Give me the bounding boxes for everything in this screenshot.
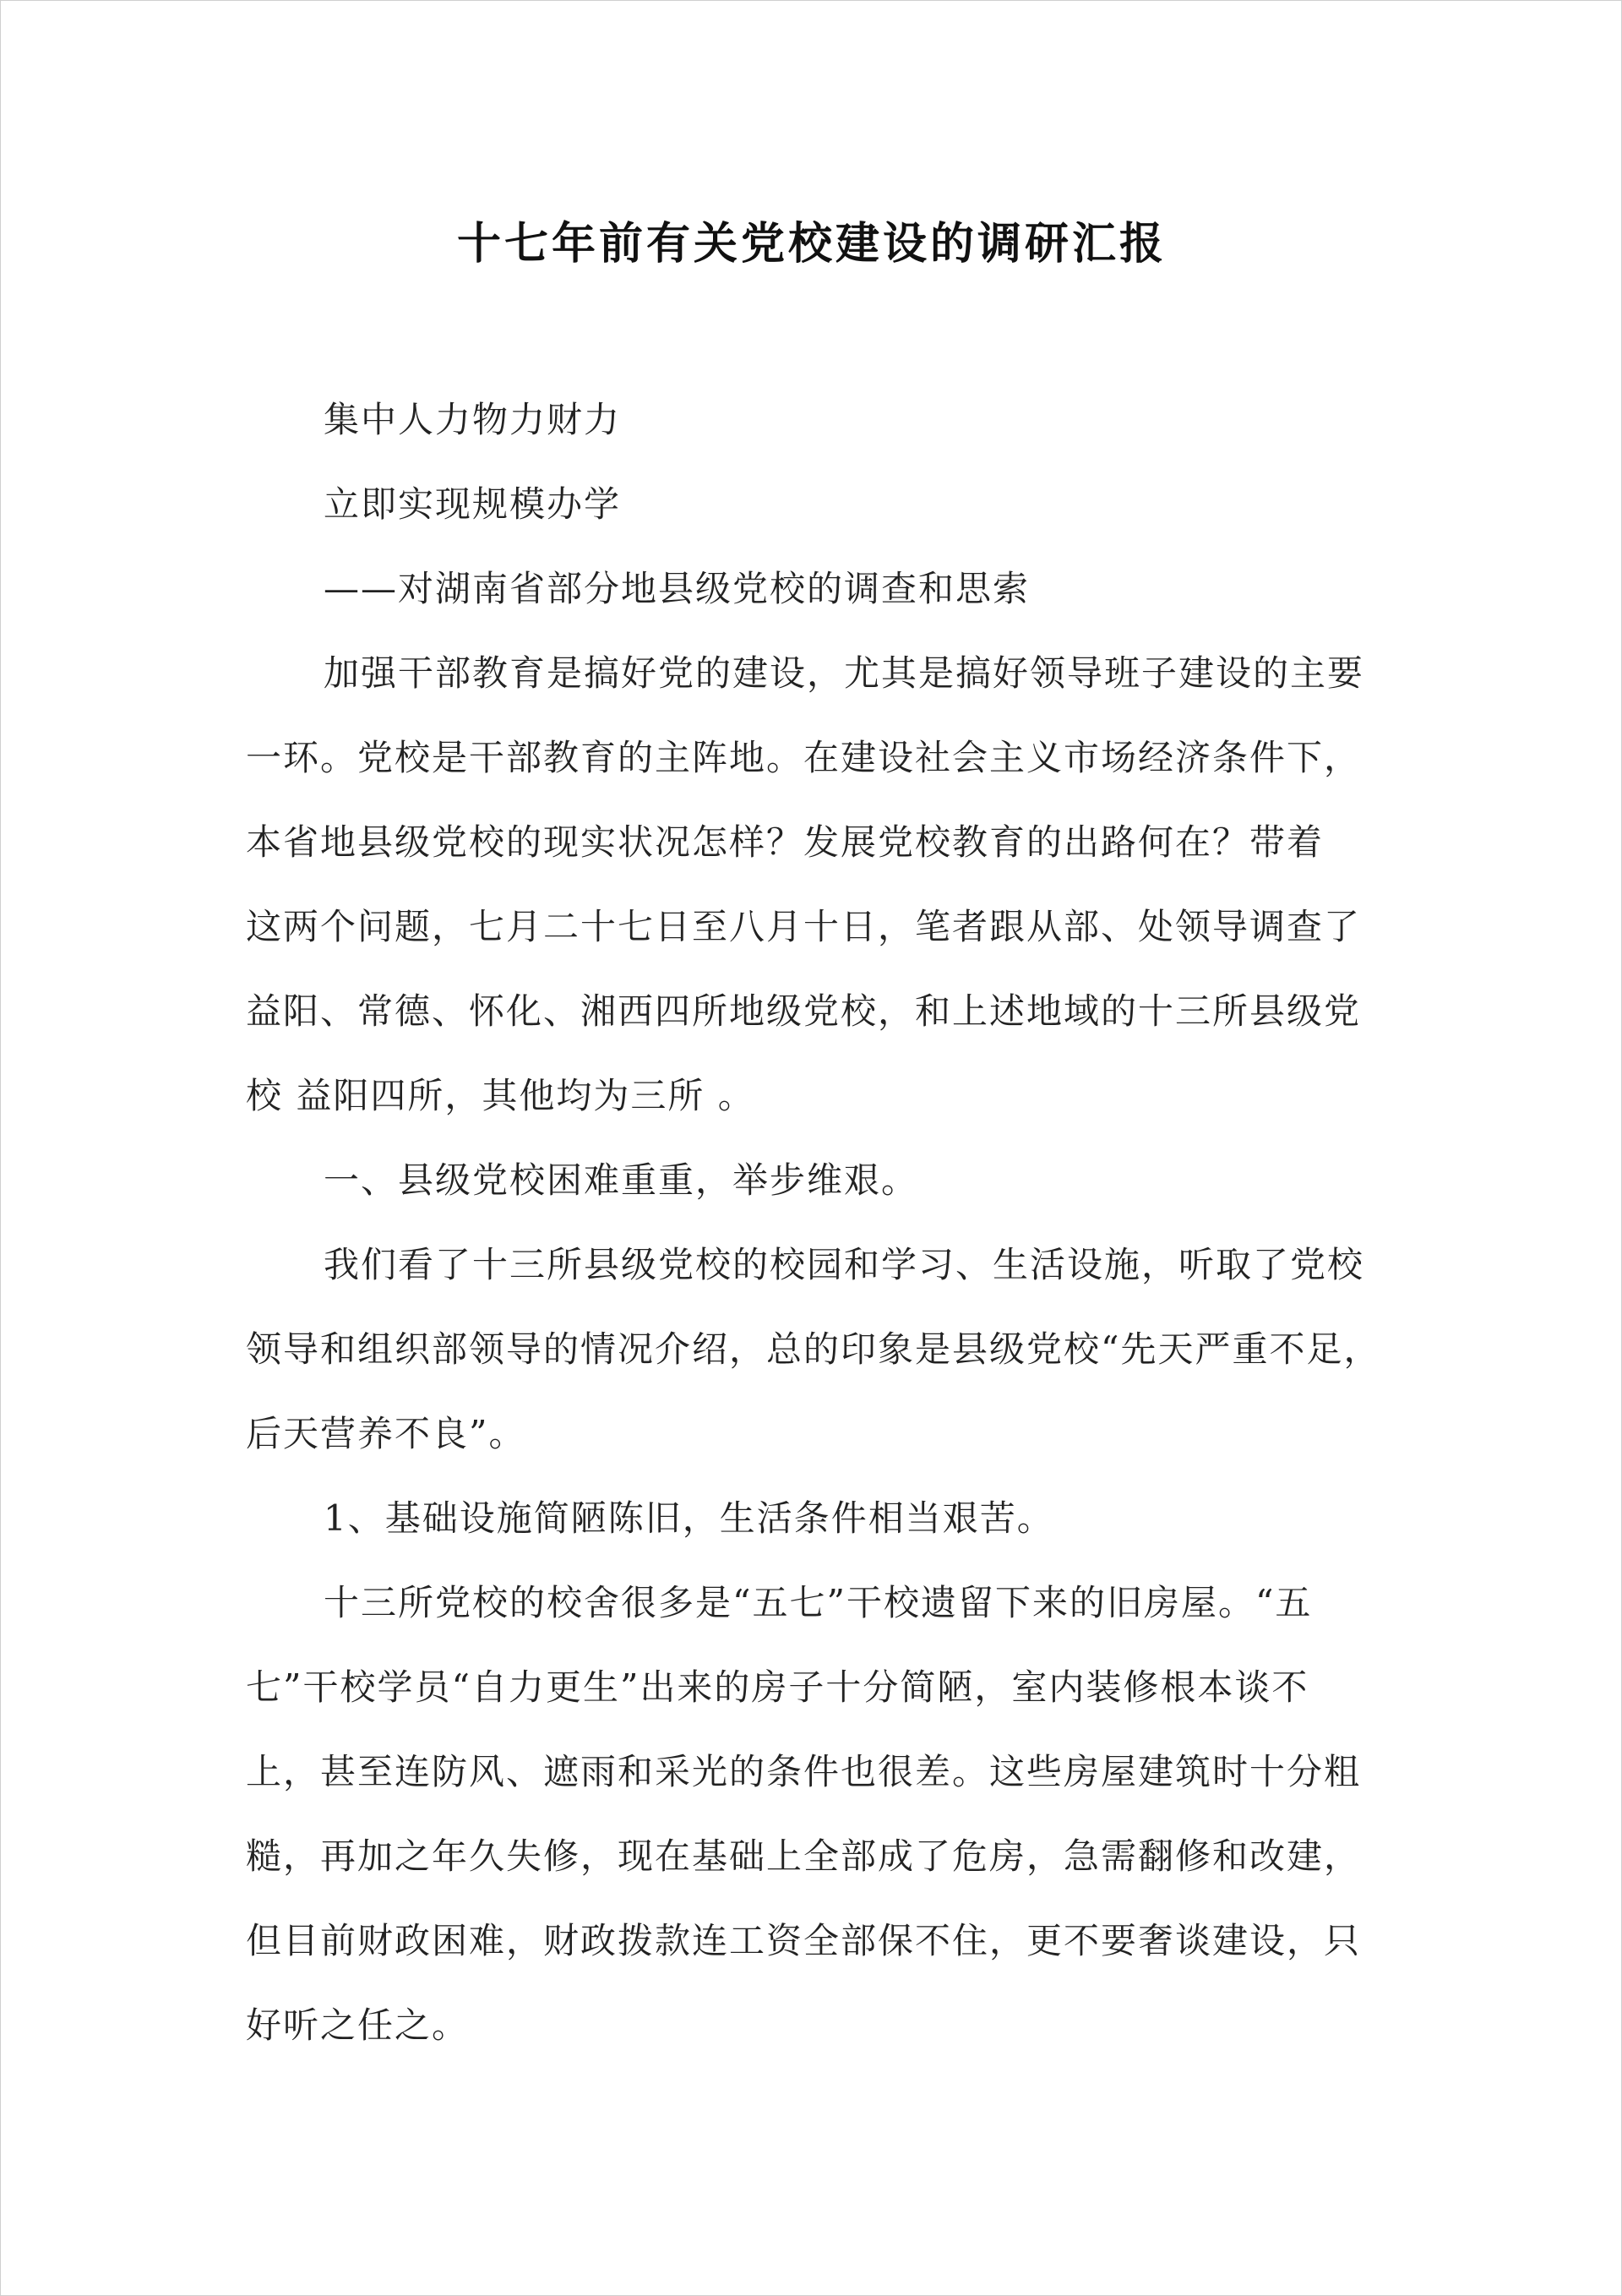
paragraph-line: 这两个问题，七月二十七日至八月十日，笔者跟从部、处领导调查了 bbox=[246, 906, 1362, 947]
paragraph-line: 益阳、常德、怀化、湘西四所地级党校，和上述地域的十三所县级党 bbox=[246, 990, 1362, 1032]
paragraph-line: 加强干部教育是搞好党的建设，尤其是搞好领导班子建设的主要 bbox=[324, 652, 1365, 694]
paragraph-line: 校 益阳四所，其他均为三所 。 bbox=[246, 1075, 755, 1116]
paragraph-line: 但目前财政困难，财政拨款连工资全部保不住，更不要奢谈建设，只 bbox=[246, 1920, 1362, 1961]
paragraph-line: 后天营养不良”。 bbox=[246, 1413, 526, 1454]
paragraph-line: 一环。党校是干部教育的主阵地。在建设社会主义市场经济条件下， bbox=[246, 737, 1362, 778]
paragraph-line: 本省地县级党校的现实状况怎样？发展党校教育的出路何在？带着 bbox=[246, 821, 1325, 863]
section-heading: 一、县级党校困难重重，举步维艰。 bbox=[324, 1159, 919, 1201]
subtitle-line-1: 集中人力物力财力 bbox=[324, 399, 622, 440]
paragraph-line: 我们看了十三所县级党校的校园和学习、生活设施，听取了党校 bbox=[324, 1244, 1365, 1285]
document-body bbox=[246, 378, 1381, 2068]
paragraph-line: 糙，再加之年久失修，现在基础上全部成了危房，急需翻修和改建， bbox=[246, 1835, 1362, 1877]
paragraph-line: 七”干校学员“自力更生”出来的房子十分简陋，室内装修根本谈不 bbox=[246, 1666, 1309, 1708]
subtitle-line-3: ——对湖南省部分地县级党校的调查和思索 bbox=[324, 568, 1031, 609]
subsection-heading: 1、基础设施简陋陈旧，生活条件相当艰苦。 bbox=[324, 1497, 1054, 1539]
paragraph-line: 领导和组织部领导的情况介绍，总的印象是县级党校“先天严重不足， bbox=[246, 1328, 1381, 1370]
subtitle-line-2: 立即实现规模办学 bbox=[324, 483, 622, 525]
paragraph-line: 上，甚至连防风、遮雨和采光的条件也很差。这些房屋建筑时十分粗 bbox=[246, 1751, 1362, 1792]
paragraph-line: 好听之任之。 bbox=[246, 2004, 470, 2046]
document-title: 十七年前有关党校建设的调研汇报 bbox=[456, 218, 1167, 270]
paragraph-line: 十三所党校的校舍很多是“五七”干校遗留下来的旧房屋。“五 bbox=[324, 1582, 1313, 1623]
